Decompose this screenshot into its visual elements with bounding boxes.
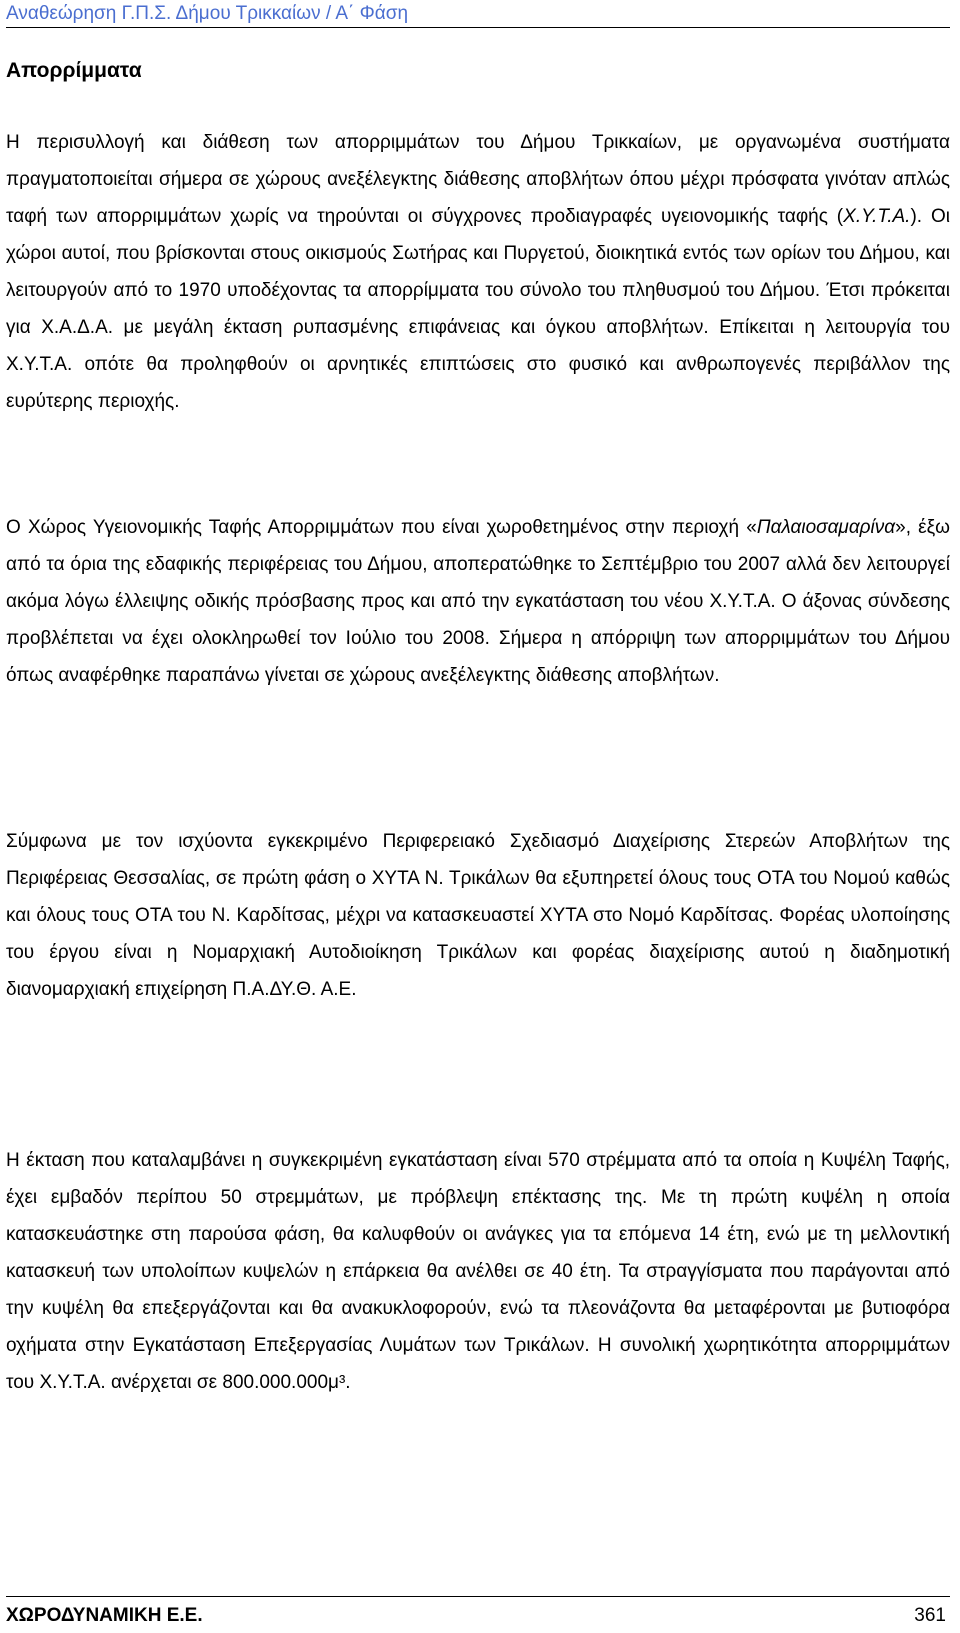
paragraph-text: », έξω από τα όρια της εδαφικής περιφέρειας του Δήμου, αποπερατώθηκε το Σεπτέμβριο του 2007 αλλά δεν λειτουργεί ακόμα λόγω έλλειψης οδικής πρόσβασης προς και από την εγκατάσταση του νέου Χ.Υ.Τ.Α. Ο άξονας σύνδεσης προβλέπεται να έχει ολοκληρωθεί τον Ιούλιο του 2008. Σήμερα η απόρριψη των απορριμμάτων του Δήμου όπως αναφέρθηκε παραπάνω γίνεται σε χώρους ανεξέλεγκτης διάθεσης αποβλήτων. bbox=[6, 517, 950, 686]
paragraph-italic-text: Χ.Υ.Τ.Α. bbox=[843, 206, 911, 227]
header-divider bbox=[6, 27, 950, 28]
paragraph: Σύμφωνα με τον ισχύοντα εγκεκριμένο Περιφερειακό Σχεδιασμό Διαχείρισης Στερεών Αποβλήτων της Περιφέρειας Θεσσαλίας, σε πρώτη φάση ο ΧΥΤΑ Ν. Τρικάλων θα εξυπηρετεί όλους τους ΟΤΑ του Νομού καθώς και όλους τους ΟΤΑ του Ν. Καρδίτσας, μέχρι να κατασκευαστεί ΧΥΤΑ στο Νομό Καρδίτσας. Φορέας υλοποίησης του έργου είναι η Νομαρχιακή Αυτοδιοίκηση Τρικάλων και φορέας διαχείρισης αυτού η διαδημοτική διανομαρχιακή επιχείρηση Π.Α.ΔΥ.Θ. Α.Ε. bbox=[6, 831, 950, 1000]
section-title: Απορρίμματα bbox=[6, 59, 142, 82]
paragraph-italic-text: Παλαιοσαμαρίνα bbox=[756, 517, 896, 538]
paragraph: Η έκταση που καταλαμβάνει η συγκεκριμένη εγκατάσταση είναι 570 στρέμματα από τα οποία η Κυψέλη Ταφής, έχει εμβαδόν περίπου 50 στρεμμάτων, με πρόβλεψη επέκτασης της. Με τη πρώτη κυψέλη η οποία κατασκευάστηκε στη παρούσα φάση, θα καλυφθούν οι ανάγκες για τα επόμενα 14 έτη, ενώ με τη μελλοντική κατασκευή των υπολοίπων κυψελών η επάρκεια θα ανέλθει σε 40 έτη. Τα στραγγίσματα που παράγονται από την κυψέλη θα επεξεργάζονται και θα ανακυκλοφορούν, ενώ τα πλεονάζοντα θα μεταφέρονται με βυτιοφόρα οχήματα στην Εγκατάσταση Επεξεργασίας Λυμάτων των Τρικάλων. Η συνολική χωρητικότητα απορριμμάτων του Χ.Υ.Τ.Α. ανέρχεται σε 800.000.000μ³. bbox=[6, 1150, 950, 1393]
paragraph-text: Ο Χώρος Υγειονομικής Ταφής Απορριμμάτων που είναι χωροθετημένος στην περιοχή « bbox=[6, 517, 757, 538]
footer-divider bbox=[6, 1596, 950, 1597]
paragraph bbox=[6, 509, 950, 694]
paragraph-text: ). Οι χώροι αυτοί, που βρίσκονται στους οικισμούς Σωτήρας και Πυργετού, διοικητικά εντός των ορίων του Δήμου, και λειτουργούν από το 1970 υποδέχοντας τα απορρίμματα του σύνολο του πληθυσμού του Δήμου. Έτσι πρόκειται για Χ.Α.Δ.Α. με μεγάλη έκταση ρυπασμένης επιφάνειας και όγκου αποβλήτων. Επίκειται η λειτουργία του Χ.Υ.Τ.Α. οπότε θα προληφθούν οι αρνητικές επιπτώσεις στο φυσικό και ανθρωπογενές περιβάλλον της ευρύτερης περιοχής. bbox=[6, 206, 950, 412]
page-number: 361 bbox=[914, 1605, 946, 1626]
footer-company-name: ΧΩΡΟΔΥΝΑΜΙΚΗ Ε.Ε. bbox=[6, 1605, 203, 1626]
paragraph-text: Η περισυλλογή και διάθεση των απορριμμάτων του Δήμου Τρικκαίων, με οργανωμένα συστήματα πραγματοποιείται σήμερα σε χώρους ανεξέλεγκτης διάθεσης αποβλήτων όπου μέχρι πρόσφατα γινόταν απλώς ταφή των απορριμμάτων χωρίς να τηρούνται οι σύγχρονες προδιαγραφές υγειονομικής ταφής ( bbox=[6, 132, 950, 227]
paragraph bbox=[6, 124, 950, 420]
page-header: Αναθεώρηση Γ.Π.Σ. Δήμου Τρικκαίων / Α΄ Φάση bbox=[6, 3, 409, 24]
